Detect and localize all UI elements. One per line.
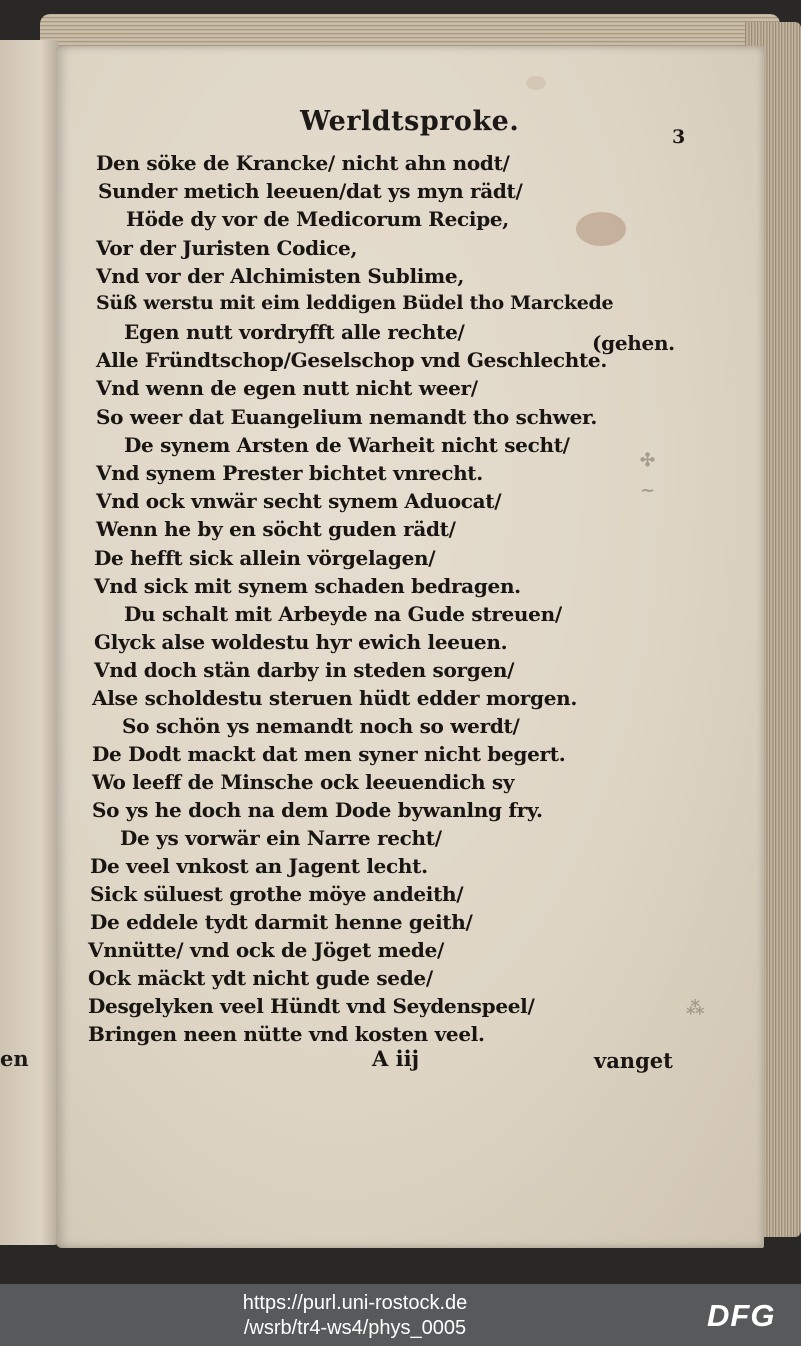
text-line: Vnd ock vnwär secht synem Aduocat/ (96, 489, 502, 513)
text-line: So schön ys nemandt noch so werdt/ (122, 714, 520, 738)
text-line: Egen nutt vordryfft alle rechte/ (124, 320, 465, 344)
text-line: Vnd wenn de egen nutt nicht weer/ (96, 376, 478, 400)
text-line: Den söke de Krancke/ nicht ahn nodt/ (96, 151, 510, 175)
footer-bar (0, 1284, 801, 1346)
permalink-line-2[interactable]: /wsrb/tr4-ws4/phys_0005 (243, 1317, 467, 1339)
text-line: Glyck alse woldestu hyr ewich leeuen. (94, 630, 508, 654)
text-line: Ock mäckt ydt nicht gude sede/ (88, 966, 433, 990)
text-line: De Dodt mackt dat men syner nicht begert. (92, 742, 566, 766)
text-line: Vnnütte/ vnd ock de Jöget mede/ (88, 938, 445, 962)
text-line: Vnd doch stän darby in steden sorgen/ (94, 658, 515, 682)
text-line: Höde dy vor de Medicorum Recipe, (126, 207, 509, 231)
running-header: Werldtsproke. (300, 106, 520, 137)
facing-page-fragment: en (0, 1046, 29, 1071)
text-line: Sunder metich leeuen/dat ys myn rädt/ (98, 179, 523, 203)
text-line: Wenn he by en söcht guden rädt/ (96, 517, 456, 541)
page-stain (526, 76, 546, 90)
text-line: Alle Fründtschop/Geselschop vnd Geschlechte. (96, 348, 608, 372)
text-line: De synem Arsten de Warheit nicht secht/ (124, 433, 570, 457)
text-line-turnover: (gehen. (592, 331, 675, 355)
page-stain (576, 212, 626, 246)
text-line: Vnd sick mit synem schaden bedragen. (94, 574, 521, 598)
text-line: De veel vnkost an Jagent lecht. (90, 854, 428, 878)
text-line: De eddele tydt darmit henne geith/ (90, 910, 473, 934)
text-line: Alse scholdestu steruen hüdt edder morgen. (92, 686, 578, 710)
text-line: Vnd synem Prester bichtet vnrecht. (96, 461, 483, 485)
text-line: So ys he doch na dem Dode bywanlng fry. (92, 798, 543, 822)
bleed-through-mark: ~ (640, 480, 656, 501)
text-line: Desgelyken veel Hündt vnd Seydenspeel/ (88, 994, 535, 1018)
signature-mark: A iij (372, 1046, 420, 1071)
text-line: Bringen neen nütte vnd kosten veel. (88, 1022, 485, 1046)
bleed-through-mark: ✣ (640, 450, 656, 471)
dfg-logo: DFG (707, 1298, 776, 1333)
text-line: De hefft sick allein vörgelagen/ (94, 546, 436, 570)
text-line: Sick süluest grothe möye andeith/ (90, 882, 464, 906)
text-line: So weer dat Euangelium nemandt tho schwer. (96, 405, 598, 429)
permalink-line-1[interactable]: https://purl.uni-rostock.de (242, 1292, 468, 1314)
text-line: Wo leeff de Minsche ock leeuendich sy (92, 770, 515, 794)
text-line: Vor der Juristen Codice, (96, 236, 358, 260)
text-line: Süß werstu mit eim leddigen Büdel tho Marckede (96, 292, 614, 314)
page-number: 3 (672, 126, 686, 148)
text-line: Du schalt mit Arbeyde na Gude streuen/ (124, 602, 562, 626)
text-line: Vnd vor der Alchimisten Sublime, (96, 264, 465, 288)
bleed-through-mark: ⁂ (686, 998, 705, 1019)
text-line: De ys vorwär ein Narre recht/ (120, 826, 442, 850)
catchword: vanget (594, 1048, 673, 1073)
